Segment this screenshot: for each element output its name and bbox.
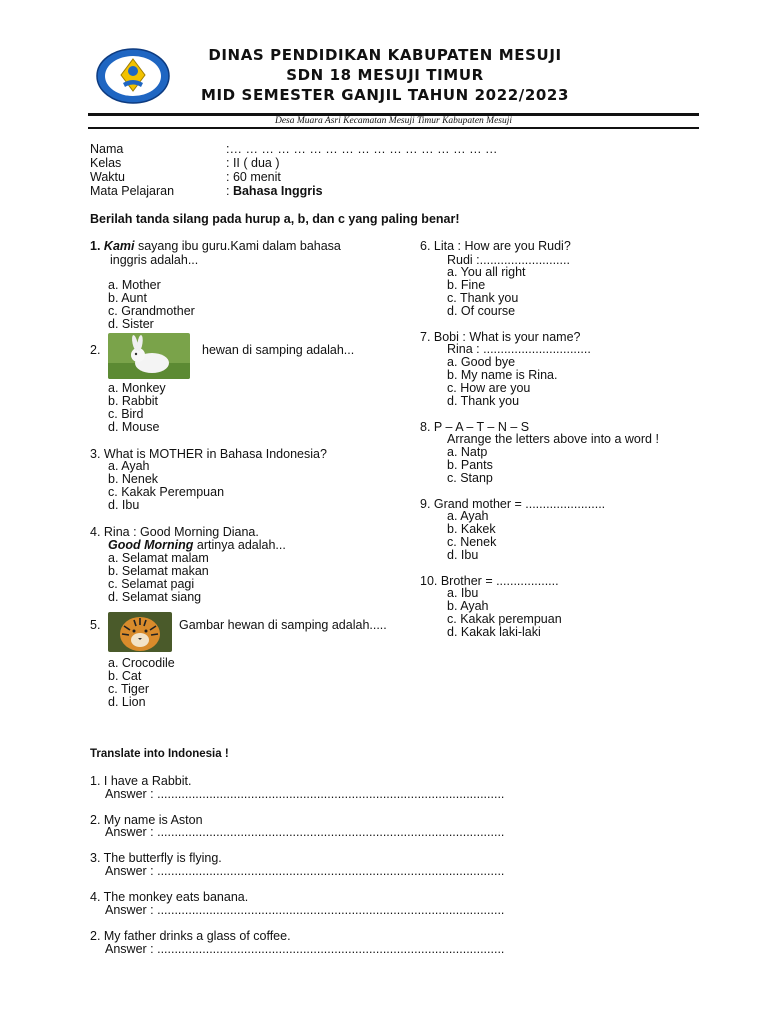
translate-item-4: 4. The monkey eats banana. (90, 890, 249, 904)
q1-option-b: b. Aunt (108, 291, 147, 305)
translate-answer-5[interactable]: Answer : .................................................................................................... (105, 942, 505, 956)
q9-option-a: a. Ayah (447, 509, 489, 523)
question-1 (90, 239, 341, 253)
translate-answer-1[interactable]: Answer : .................................................................................................... (105, 787, 505, 801)
q7-line2: Rina : ............................... (447, 342, 591, 356)
q2-option-a: a. Monkey (108, 381, 166, 395)
mapel-colon: : (226, 184, 233, 198)
q2-text: hewan di samping adalah... (202, 343, 355, 357)
q7-option-a: a. Good bye (447, 355, 516, 369)
q5-option-b: b. Cat (108, 669, 142, 683)
q1-number: 1. (90, 239, 101, 253)
q4-text2: artinya adalah... (193, 538, 286, 552)
kelas-value: : II ( dua ) (226, 156, 280, 170)
q2-option-d: d. Mouse (108, 420, 160, 434)
q3-option-c: c. Kakak Perempuan (108, 485, 225, 499)
header-address: Desa Muara Asri Kecamatan Mesuji Timur Kabupaten Mesuji (274, 116, 513, 126)
q6-option-b: b. Fine (447, 278, 486, 292)
translate-answer-4[interactable]: Answer : .................................................................................................... (105, 903, 505, 917)
q2-option-b: b. Rabbit (108, 394, 159, 408)
q5-number: 5. (90, 618, 101, 632)
header-rule-bottom (88, 127, 699, 129)
q9-option-b: b. Kakek (447, 522, 496, 536)
nama-value: :… … … … … … … … … … … … … … … … … (226, 142, 498, 156)
question-6: 6. Lita : How are you Rudi? (420, 239, 571, 253)
q5-option-a: a. Crocodile (108, 656, 175, 670)
tiger-image (108, 612, 172, 652)
q4-option-c: c. Selamat pagi (108, 577, 195, 591)
q9-option-d: d. Ibu (447, 548, 479, 562)
q2-option-c: c. Bird (108, 407, 144, 421)
instruction-translate: Translate into Indonesia ! (90, 748, 229, 760)
q10-option-d: d. Kakak laki-laki (447, 625, 541, 639)
kelas-label: Kelas (90, 156, 122, 170)
q4-emphasis: Good Morning (108, 538, 194, 552)
nama-label: Nama (90, 142, 124, 156)
question-8: 8. P – A – T – N – S (420, 420, 530, 434)
mapel-value: Bahasa Inggris (232, 184, 323, 198)
q4-option-d: d. Selamat siang (108, 590, 202, 604)
q8-option-a: a. Natp (447, 445, 488, 459)
q2-number: 2. (90, 343, 101, 357)
translate-item-5: 2. My father drinks a glass of coffee. (90, 929, 291, 943)
question-9: 9. Grand mother = ....................... (420, 497, 606, 511)
rabbit-image (108, 333, 190, 379)
q6-option-c: c. Thank you (447, 291, 519, 305)
waktu-value: : 60 menit (226, 170, 281, 184)
q3-option-b: b. Nenek (108, 472, 159, 486)
instruction-multiple-choice: Berilah tanda silang pada hurup a, b, dan c yang paling benar! (90, 212, 460, 226)
q8-option-c: c. Stanp (447, 471, 493, 485)
q7-option-d: d. Thank you (447, 394, 520, 408)
q1-option-c: c. Grandmother (108, 304, 195, 318)
header-agency: DINAS PENDIDIKAN KABUPATEN MESUJI (208, 46, 562, 64)
translate-item-2: 2. My name is Aston (90, 813, 203, 827)
q5-option-c: c. Tiger (108, 682, 149, 696)
q4-line2 (108, 538, 286, 552)
translate-item-1: 1. I have a Rabbit. (90, 774, 192, 788)
q6-option-d: d. Of course (447, 304, 516, 318)
question-7: 7. Bobi : What is your name? (420, 330, 581, 344)
question-10: 10. Brother = .................. (420, 574, 559, 588)
translate-answer-2[interactable]: Answer : .................................................................................................... (105, 825, 505, 839)
q10-option-b: b. Ayah (447, 599, 489, 613)
q5-text: Gambar hewan di samping adalah..... (179, 618, 387, 632)
q5-option-d: d. Lion (108, 695, 146, 709)
question-4: 4. Rina : Good Morning Diana. (90, 525, 259, 539)
mapel-field (226, 184, 323, 198)
q1-text-line2: inggris adalah... (110, 253, 199, 267)
q6-option-a: a. You all right (447, 265, 526, 279)
q4-option-a: a. Selamat malam (108, 551, 209, 565)
q6-line2: Rudi :.......................... (447, 253, 570, 267)
q10-option-a: a. Ibu (447, 586, 479, 600)
q7-option-b: b. My name is Rina. (447, 368, 558, 382)
q3-option-d: d. Ibu (108, 498, 140, 512)
q10-option-c: c. Kakak perempuan (447, 612, 562, 626)
q4-option-b: b. Selamat makan (108, 564, 209, 578)
q3-option-a: a. Ayah (108, 459, 150, 473)
waktu-label: Waktu (90, 170, 125, 184)
q1-option-d: d. Sister (108, 317, 154, 331)
header-exam: MID SEMESTER GANJIL TAHUN 2022/2023 (200, 86, 570, 104)
q8-line2: Arrange the letters above into a word ! (447, 432, 659, 446)
q7-option-c: c. How are you (447, 381, 531, 395)
q1-emphasis: Kami (103, 239, 135, 253)
question-3: 3. What is MOTHER in Bahasa Indonesia? (90, 447, 327, 461)
q9-option-c: c. Nenek (447, 535, 497, 549)
q8-option-b: b. Pants (447, 458, 493, 472)
q1-text: sayang ibu guru.Kami dalam bahasa (134, 239, 341, 253)
header-school: SDN 18 MESUJI TIMUR (286, 66, 484, 84)
mapel-label: Mata Pelajaran (90, 184, 175, 198)
translate-item-3: 3. The butterfly is flying. (90, 851, 222, 865)
q1-option-a: a. Mother (108, 278, 161, 292)
translate-answer-3[interactable]: Answer : .................................................................................................... (105, 864, 505, 878)
